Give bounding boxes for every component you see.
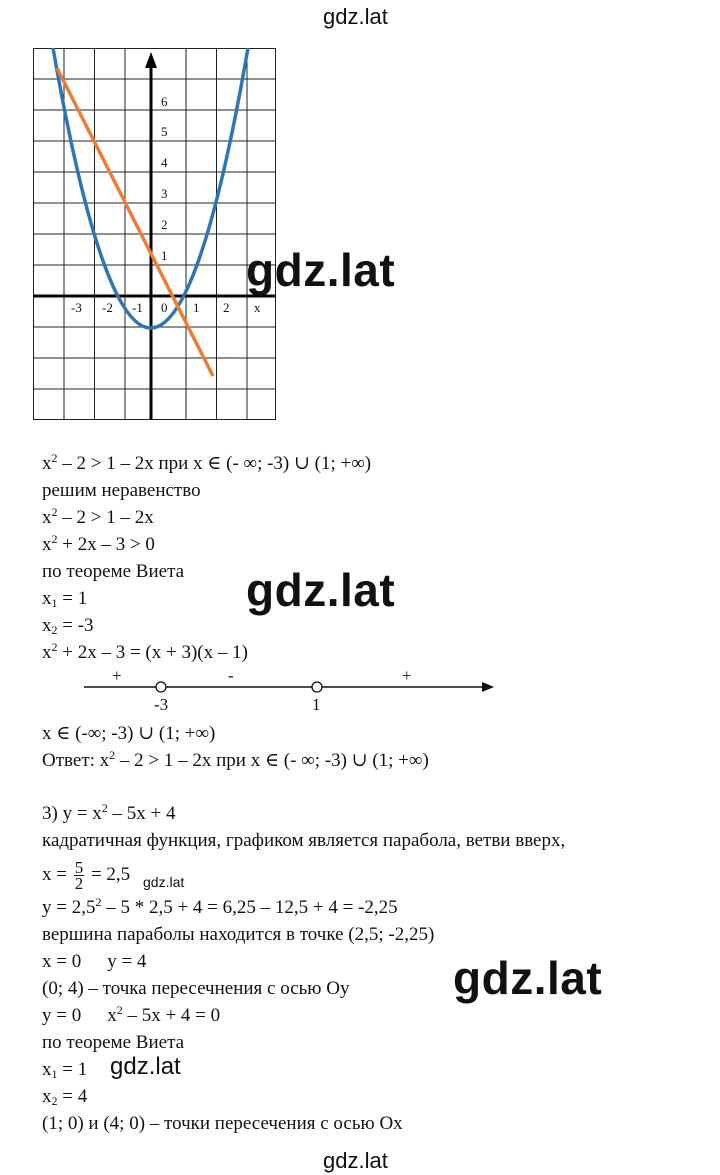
part3-line-11: $x_2 = 4$	[42, 1086, 88, 1108]
solution-line-7: $x_2 = -3$	[42, 615, 94, 637]
fraction: $\frac{5}{2}$	[74, 858, 84, 893]
open-point-icon	[156, 682, 166, 692]
sign-label: +	[402, 670, 412, 685]
number-line-arrow-icon	[482, 682, 494, 692]
watermark-inline: gdz.lat	[143, 874, 185, 890]
watermark-left: gdz.lat	[110, 1053, 181, 1080]
number-line	[80, 670, 500, 718]
solution-line-3: $x^2 - 2 > 1 - 2x$	[42, 505, 154, 528]
point-label: 1	[312, 695, 321, 714]
part3-line-4: $y = 2,5^2 - 5 * 2,5 + 4 = 6,25 - 12,5 + 4 = -2,25$	[42, 895, 398, 918]
part3-line-12: (1; 0) и (4; 0) – точки пересечения с осью Ох	[42, 1113, 403, 1134]
part3-line-6: x = 0 y = 4	[42, 951, 147, 972]
watermark-graph: gdz.lat	[246, 244, 396, 296]
part3-line-3: x = $\frac{5}{2}$ = 2,5	[42, 858, 131, 893]
sign-label: +	[112, 670, 122, 685]
solution-line-9: x ∈ (-∞; -3) ∪ (1; +∞)	[42, 723, 216, 744]
sign-label: -	[228, 670, 234, 685]
function-graph	[33, 48, 277, 422]
watermark-top: gdz.lat	[323, 4, 388, 29]
solution-line-1: $x^2 - 2 > 1 - 2x$ при x ∈ (- ∞; -3) ∪ (1; +∞)	[42, 451, 372, 474]
part3-line-1: 3) $y = x^2 - 5x + 4$	[42, 801, 176, 824]
y-tick-label: 3	[161, 186, 168, 201]
watermark-right: gdz.lat	[453, 952, 603, 1004]
x-tick-label: -2	[102, 300, 113, 315]
part3-line-8: y = 0 $x^2 - 5x + 4 = 0$	[42, 1003, 221, 1026]
watermark-bottom: gdz.lat	[323, 1148, 388, 1173]
part3-line-5: вершина параболы находится в точке (2,5; -2,25)	[42, 924, 435, 945]
x-tick-label: 0	[161, 300, 168, 315]
y-tick-label: 6	[161, 94, 168, 109]
y-tick-label: 5	[161, 124, 168, 139]
solution-line-4: $x^2 + 2x - 3 > 0$	[42, 532, 155, 555]
solution-line-6: $x_1 = 1$	[42, 588, 88, 610]
y-tick-label: 1	[161, 248, 168, 263]
solution-line-2: решим неравенство	[42, 480, 201, 501]
part3-line-7: (0; 4) – точка пересечнения с осью Оy	[42, 978, 350, 999]
y-tick-label: 4	[161, 155, 168, 170]
x-tick-label: 2	[223, 300, 230, 315]
part3-line-2: кадратичная функция, графиком является парабола, ветви вверх,	[42, 830, 566, 851]
x-tick-label: 1	[193, 300, 200, 315]
open-point-icon	[312, 682, 322, 692]
part3-line-10: $x_1 = 1$	[42, 1059, 88, 1081]
answer-line: Ответ: $x^2 - 2 > 1 - 2x$ при x ∈ (- ∞; -3) ∪ (1; +∞)	[42, 748, 429, 771]
point-label: -3	[154, 695, 169, 714]
solution-line-8: $x^2 + 2x - 3 = (x + 3)(x - 1)$	[42, 640, 248, 663]
x-tick-label: -3	[71, 300, 82, 315]
y-axis-arrow-icon	[145, 52, 157, 68]
part3-line-9: по теореме Виета	[42, 1032, 185, 1053]
axes	[33, 60, 276, 420]
watermark-middle: gdz.lat	[246, 564, 396, 616]
straight-line	[57, 68, 213, 376]
x-tick-label: -1	[132, 300, 143, 315]
solution-line-5: по теореме Виета	[42, 561, 185, 582]
x-axis-label: x	[254, 300, 261, 315]
y-tick-label: 2	[161, 217, 168, 232]
